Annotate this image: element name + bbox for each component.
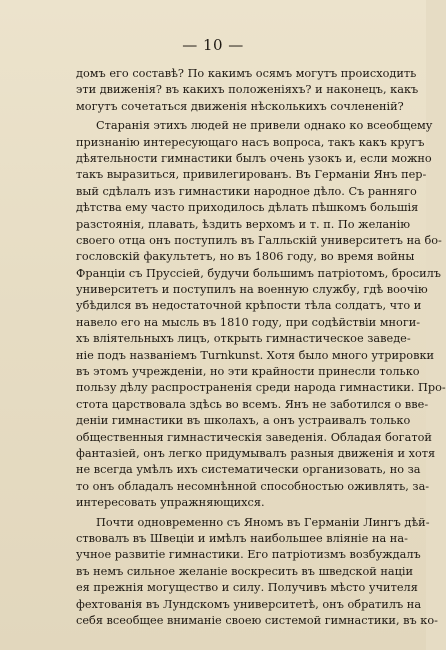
text-line: своего отца онъ поступилъ въ Галльскій университетъ на бо- [76,233,442,247]
text-line: ствовалъ въ Швеціи и имѣлъ наибольшее вліяніе на на- [76,531,408,545]
text-line: такъ выразиться, привилегированъ. Въ Германіи Янъ пер- [76,168,427,182]
text-line: Франціи съ Пруссіей, будучи большимъ патріотомъ, бросилъ [76,266,441,280]
text-line: убѣдился въ недостаточной крѣпости тѣла солдатъ, что и [76,299,422,313]
text-line: признанію интересующаго насъ вопроса, такъ какъ кругъ [76,135,425,149]
paragraph-1 [76,66,419,115]
text-line: домъ его составѣ? По какимъ осямъ могутъ происходить [76,67,417,80]
text-line: не всегда умѣлъ ихъ систематически организовать, но за [76,463,421,477]
text-line: могутъ сочетаться движенія нѣсколькихъ сочлененій? [76,99,404,113]
text-line: навело его на мысль въ 1810 году, при содѣйствіи многи- [76,315,421,329]
text-line: вый сдѣлалъ изъ гимнастики народное дѣло. Съ ранняго [76,184,417,198]
page-number: — 10 — [182,36,244,54]
text-line: то онъ обладалъ несомнѣнной способностью оживлять, за- [76,479,430,493]
text-line: общественныя гимнастическія заведенія. Обладая богатой [76,430,432,444]
text-line: дѣтства ему часто приходилось дѣлать пѣшкомъ большія [76,201,419,215]
text-line: интересовать упражняющихся. [76,496,265,510]
text-line: деніи гимнастики въ школахъ, а онъ устраивалъ только [76,414,411,428]
paragraph-2 [76,118,446,511]
text-line: Почти одновременно съ Яномъ въ Германіи Лингъ дѣй- [96,515,430,529]
text-line: дѣятельности гимнастики былъ очень узокъ и, если можно [76,151,432,165]
text-line: ея прежнія могущество и силу. Получивъ мѣсто учителя [76,581,418,595]
text-line: гословскій факультетъ, но въ 1806 году, во время войны [76,250,415,264]
text-line: стота царствовала здѣсь во всемъ. Янъ не заботился о вве- [76,397,429,411]
text-line: фехтованія въ Лундскомъ университетѣ, онъ обратилъ на [76,597,422,611]
text-line: пользу дѣлу распространенія среди народа гимнастики. Про- [76,381,446,395]
text-line: эти движенія? въ какихъ положеніяхъ? и наконецъ, какъ [76,83,419,97]
text-line: Старанія этихъ людей не привели однако ко всеобщему [96,119,433,133]
text-line: учное развитіе гимнастики. Его патріотизмъ возбуждалъ [76,548,421,562]
text-line: въ этомъ учрежденіи, но эти крайности принесли только [76,365,420,379]
text-line: ніе подъ названіемъ Turnkunst. Хотя было много утрировки [76,348,435,362]
paragraph-3 [76,515,438,630]
text-line: фантазіей, онъ легко придумывалъ разныя движенія и хотя [76,446,436,460]
body-text [76,66,446,629]
text-line: себя всеобщее вниманіе своею системой гимнастики, въ ко- [76,613,438,627]
text-line: въ немъ сильное желаніе воскресить въ шведской націи [76,564,414,578]
text-line: разстоянія, плавать, ѣздить верхомъ и т. п. По желанію [76,217,411,231]
text-line: университетъ и поступилъ на военную службу, гдѣ воочію [76,283,428,297]
text-line: хъ вліятельныхъ лицъ, открыть гимнастическое заведе- [76,332,411,346]
